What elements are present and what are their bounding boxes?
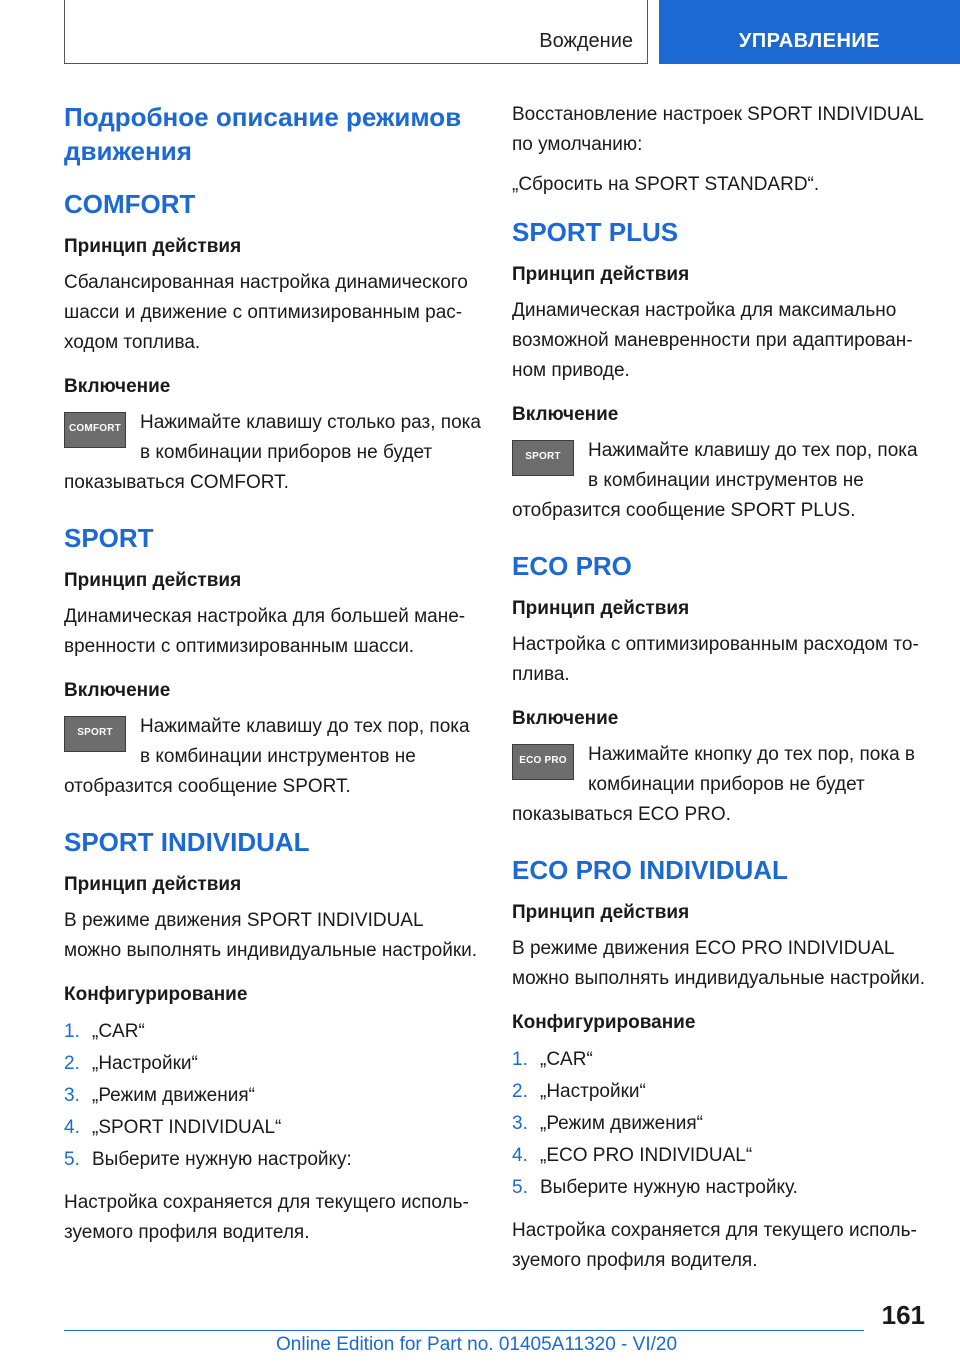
comfort-principle-text: Сбалансированная настройка динамического шасси и движение с оптимизированным расходом топлива. [64,272,468,353]
step-number: 4. [64,1117,80,1138]
eco-pro-individual-principle-heading: Принцип действия [512,902,690,923]
sport-plus-activation-text: Нажимайте клавишу до тех пор, пока в комбинации инструментов не отобразится сообщение SPORT PLUS. [512,440,918,521]
sport-button-image [64,716,126,752]
left-column [64,100,482,1272]
eco-pro-individual-saved-text: Настройка сохраняется для текущего используемого профиля водителя. [512,1220,917,1271]
comfort-section [64,188,482,498]
step-text: „Настройки“ [540,1081,646,1102]
sport-individual-config-heading: Конфигурирование [64,984,248,1005]
header-chapter-label: УПРАВЛЕНИЕ [738,30,881,52]
step-number: 1. [512,1049,528,1070]
eco-pro-button-image [512,744,574,780]
list-item [512,1108,930,1140]
comfort-button-label: COMFORT [69,423,121,434]
comfort-activation [64,408,482,498]
sport-section [64,522,482,802]
sport-plus-button-image [512,440,574,476]
list-item [512,1044,930,1076]
eco-pro-individual-steps [512,1044,930,1204]
reset-option: „Сбросить на SPORT STANDARD“. [512,174,820,195]
comfort-activation-heading: Включение [64,376,171,397]
step-number: 5. [512,1177,528,1198]
step-text: Выберите нужную настройку. [540,1177,798,1198]
sport-plus-heading: SPORT PLUS [512,217,679,247]
sport-activation-text: Нажимайте клавишу до тех пор, пока в комбинации инструментов не отобразится сообщение SPORT. [64,716,470,797]
list-item [512,1172,930,1204]
comfort-heading: COMFORT [64,189,196,219]
eco-pro-principle-text: Настройка с оптимизированным расходом топлива. [512,634,919,685]
eco-pro-individual-section [512,854,930,1276]
step-number: 4. [512,1145,528,1166]
step-text: „ECO PRO INDIVIDUAL“ [540,1145,753,1166]
sport-principle-text: Динамическая настройка для большей маневренности с оптимизированным шасси. [64,606,466,657]
sport-plus-section [512,216,930,526]
footer-divider [64,1330,864,1331]
header-chapter-tab [659,0,960,64]
sport-plus-activation [512,436,930,526]
eco-pro-activation [512,740,930,830]
step-text: Выберите нужную настройку: [92,1149,352,1170]
list-item [64,1080,482,1112]
step-text: „CAR“ [540,1049,593,1070]
eco-pro-heading: ECO PRO [512,551,632,581]
eco-pro-button-label: ECO PRO [519,755,567,766]
step-text: „Настройки“ [92,1053,198,1074]
page-number: 161 [881,1300,925,1330]
sport-button-label: SPORT [77,727,113,738]
step-number: 3. [64,1085,80,1106]
sport-activation-heading: Включение [64,680,171,701]
step-text: „CAR“ [92,1021,145,1042]
step-text: „Режим движения“ [92,1085,255,1106]
step-number: 3. [512,1113,528,1134]
sport-individual-principle-text: В режиме движения SPORT INDIVIDUAL можно выполнять индивидуальные настройки. [64,910,478,961]
eco-pro-activation-heading: Включение [512,708,619,729]
sport-plus-button-label: SPORT [525,451,561,462]
eco-pro-principle-heading: Принцип действия [512,598,690,619]
header-section-tab [64,0,648,64]
sport-activation [64,712,482,802]
list-item [64,1112,482,1144]
sport-plus-principle-heading: Принцип действия [512,264,690,285]
list-item [512,1140,930,1172]
comfort-button-image [64,412,126,448]
sport-principle-heading: Принцип действия [64,570,242,591]
page-title: Подробное описание режимов движения [64,102,462,166]
sport-individual-saved-text: Настройка сохраняется для текущего используемого профиля водителя. [64,1192,469,1243]
step-number: 1. [64,1021,80,1042]
step-text: „Режим движения“ [540,1113,703,1134]
step-text: „SPORT INDIVIDUAL“ [92,1117,282,1138]
step-number: 2. [64,1053,80,1074]
sport-individual-principle-heading: Принцип действия [64,874,242,895]
footer-edition: Online Edition for Part no. 01405A11320 - VI/20 [276,1334,678,1355]
sport-individual-steps [64,1016,482,1176]
reset-text: Восстановление настроек SPORT INDIVIDUAL по умолчанию: [512,104,924,155]
sport-heading: SPORT [64,523,154,553]
list-item [512,1076,930,1108]
eco-pro-individual-heading: ECO PRO INDIVIDUAL [512,855,788,885]
header-section-label: Вождение [539,30,633,52]
eco-pro-section [512,550,930,830]
list-item [64,1144,482,1176]
eco-pro-individual-principle-text: В режиме движения ECO PRO INDIVIDUAL можно выполнять индивидуальные настройки. [512,938,926,989]
sport-plus-activation-heading: Включение [512,404,619,425]
step-number: 2. [512,1081,528,1102]
list-item [64,1016,482,1048]
right-column [512,100,930,1300]
comfort-activation-text: Нажимайте клавишу столько раз, пока в комбинации приборов не будет показываться COMFORT. [64,412,481,493]
list-item [64,1048,482,1080]
eco-pro-individual-config-heading: Конфигурирование [512,1012,696,1033]
sport-individual-section [64,826,482,1248]
comfort-principle-heading: Принцип действия [64,236,242,257]
sport-plus-principle-text: Динамическая настройка для максимально возможной маневренности при адаптированном приводе. [512,300,913,381]
sport-individual-heading: SPORT INDIVIDUAL [64,827,310,857]
eco-pro-activation-text: Нажимайте кнопку до тех пор, пока в комбинации приборов не будет показываться ECO PRO. [512,744,916,825]
step-number: 5. [64,1149,80,1170]
